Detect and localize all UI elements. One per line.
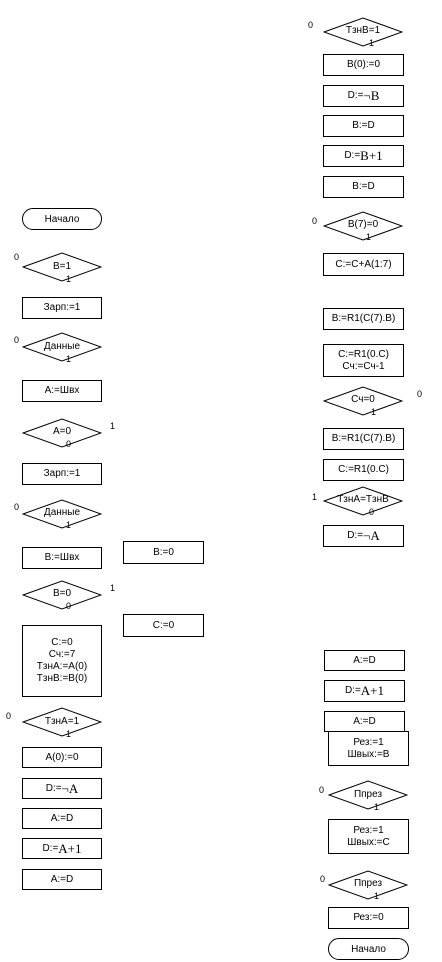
result-zero-box [328,907,409,929]
decision-signs-equal-yes: 1 [312,492,318,502]
d-not-a-prefix: D:= [45,782,62,794]
b-input-box [22,547,102,569]
decision-data-2-label: Данные [43,507,81,518]
c-zero-text: C:=0 [152,619,175,631]
d-inc-a-symbol: А+1 [58,840,82,856]
decision-counter-zero-yes: 1 [371,407,377,417]
d-not-b-symbol: ¬В [363,88,380,103]
d-not-a-box [22,778,102,799]
decision-b-zero-label: B=0 [52,588,72,599]
init-line-2: Сч:=7 [48,649,76,660]
c-zero-box [123,614,204,637]
a-from-d-box-3 [324,650,405,671]
a0-clear-box [22,747,102,768]
decision-a-zero-label: A=0 [52,426,72,437]
decision-b-equals-1 [22,252,102,282]
decision-b-zero [22,580,102,610]
decision-sign-a-no: 0 [6,711,12,721]
start-terminal [22,208,102,230]
zapr-box-2 [22,463,102,485]
a-input-text: A:=Швх [44,385,80,396]
d-inc-a-symbol-2: A+1 [360,683,385,698]
a-from-d-box-2 [22,869,102,890]
decision-counter-zero-no: 0 [417,389,423,399]
decision-b7-zero-yes: 1 [366,232,372,242]
decision-overflow-1-label: Ппрез [353,789,383,800]
d-inc-b-symbol: B+1 [360,148,383,163]
decision-overflow-2-yes: 1 [374,891,380,901]
zapr-box-2-text: Зарп:=1 [43,468,81,479]
b-from-d-box-1 [323,115,404,137]
decision-data-2-no: 0 [14,502,20,512]
b-from-d-text-1: B:=D [352,120,375,131]
a-from-d-text-2: A:=D [50,873,74,885]
a0-clear-text: A(0):=0 [45,751,79,763]
a-input-box [22,380,102,402]
zapr-box-1 [22,297,102,319]
result-b-line-1: Рез:=1 [353,736,384,748]
d-not-b-prefix: D:= [347,90,364,101]
decision-b7-zero [323,211,403,241]
result-b-box [328,731,409,766]
decision-counter-zero [323,386,403,416]
decision-overflow-2 [328,870,408,900]
decision-a-zero-no: 0 [66,439,72,449]
a-from-d-box-1 [22,808,102,829]
decision-sign-b-label: ТзнВ=1 [345,25,381,36]
init-line-1: C:=0 [51,637,73,648]
decision-data-1-yes: 1 [66,354,72,364]
d-inc-a-prefix-2: D:= [344,685,361,696]
c-add-text: C:=C+A(1:7) [335,258,392,270]
d-inc-a-prefix: D:= [42,842,59,854]
shift-b-box-2 [323,428,404,450]
decision-signs-equal [323,486,403,516]
shift-c-line-1: C:=R1(0.C) [338,348,389,360]
decision-a-zero [22,418,102,448]
decision-b-zero-yes: 1 [110,583,116,593]
decision-sign-b-no: 0 [308,20,314,30]
b-input-text: B:=Швх [44,552,80,563]
decision-b7-zero-no: 0 [312,216,318,226]
a-from-d-text-4: A:=D [353,715,376,727]
decision-data-1-label: Данные [43,341,81,352]
start-label: Начало [44,213,80,225]
d-not-a-symbol: ¬А [61,780,79,796]
decision-b7-zero-label: B(7)=0 [347,219,379,230]
decision-sign-a-label: ТзнА=1 [44,716,80,727]
decision-overflow-1-yes: 1 [374,802,380,812]
decision-b-zero-no: 0 [66,601,72,611]
decision-overflow-1 [328,780,408,810]
shift-c-line-2: Сч:=Сч-1 [342,360,385,372]
decision-sign-a-yes: 1 [66,729,72,739]
end-label: Начало [351,943,386,955]
decision-data-2-yes: 1 [66,520,72,530]
a-from-d-box-4 [324,711,405,732]
decision-data-2 [22,499,102,529]
end-terminal [328,938,409,960]
decision-overflow-1-no: 0 [319,785,325,795]
shift-b-text-2: B:=R1(C(7).B) [331,433,396,444]
d-not-b-box [323,85,404,107]
decision-a-zero-yes: 1 [110,421,116,431]
decision-sign-b-yes: 1 [369,38,375,48]
a-from-d-text-1: A:=D [50,812,74,824]
decision-overflow-2-no: 0 [320,874,326,884]
zapr-box-1-text: Зарп:=1 [43,302,81,313]
result-c-line-1: Рез:=1 [353,824,384,836]
result-c-box [328,819,409,854]
result-c-line-2: Швых:=C [347,836,390,848]
a-from-d-text-3: A:=D [353,654,376,666]
d-not-a-prefix-2: D:= [347,530,364,541]
d-not-a-box-2 [323,525,404,547]
init-line-3: ТзнА:=А(0) [36,661,88,672]
shift-c-text: C:=R1(0.C) [338,464,389,475]
decision-signs-equal-no: 0 [369,507,375,517]
b-from-d-box-2 [323,176,404,198]
decision-b-equals-1-no: 0 [14,252,20,262]
d-inc-a-box-2 [324,680,405,702]
decision-data-1 [22,332,102,362]
decision-b-equals-1-label: B=1 [52,261,72,272]
d-not-a-symbol-2: ¬А [363,528,380,543]
shift-c-box [323,459,404,481]
b-from-d-text-2: B:=D [352,181,375,192]
decision-counter-zero-label: Сч=0 [351,394,375,405]
b0-clear-text: B(0):=0 [346,59,381,70]
decision-data-1-no: 0 [14,335,20,345]
d-inc-b-box [323,145,404,167]
d-inc-b-prefix: D:= [344,150,361,161]
b-zero-text: B:=0 [153,546,174,558]
decision-sign-b [323,17,403,47]
init-line-4: ТзнВ:=В(0) [36,673,88,684]
decision-overflow-2-label: Ппрез [353,878,383,889]
shift-b-text-1: B:=R1(C(7).B) [331,313,396,324]
decision-signs-equal-label: ТзнА=ТзнВ [337,494,389,505]
c-add-box [323,253,404,276]
result-zero-text: Рез:=0 [353,912,384,923]
decision-sign-a [22,707,102,737]
d-inc-a-box [22,838,102,859]
b0-clear-box [323,54,404,76]
decision-b-equals-1-yes: 1 [66,274,72,284]
shift-c-counter-box [323,344,404,377]
result-b-line-2: Швых:=B [347,748,390,760]
b-zero-box [123,541,204,564]
shift-b-box-1 [323,308,404,330]
init-box [22,625,102,697]
